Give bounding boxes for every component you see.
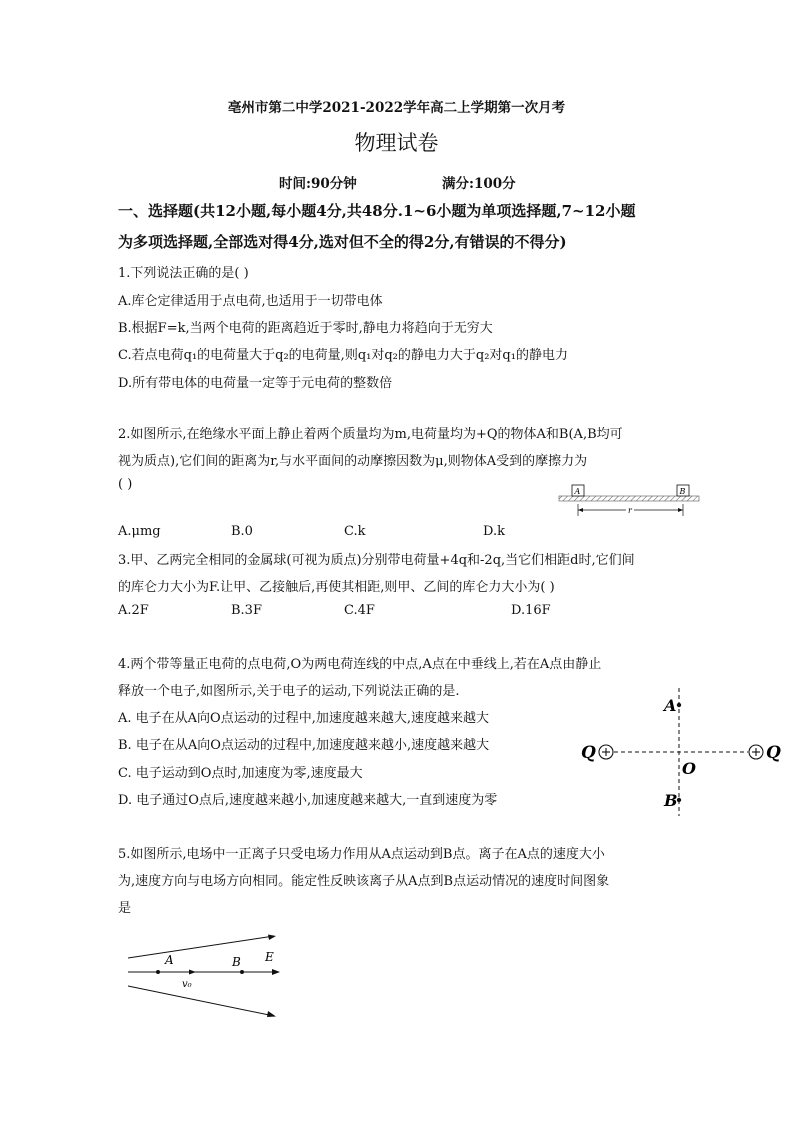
q2-figure-svg xyxy=(555,480,705,520)
section1-line1: 一、选择题(共12小题,每小题4分,共48分.1~6小题为单项选择题,7~12小题 xyxy=(118,202,636,220)
q4-figure-svg xyxy=(578,686,786,818)
exam-score: 满分:100分 xyxy=(442,176,516,192)
q3-option-d: D.16F xyxy=(511,603,551,618)
q2-fig-label-r: r xyxy=(628,506,632,515)
q4-fig-label-q-left: Q xyxy=(581,743,596,763)
q4-figure xyxy=(578,686,786,818)
q2-option-c: C.k xyxy=(344,524,366,539)
school-title: 亳州市第二中学2021-2022学年高二上学期第一次月考 xyxy=(227,100,566,116)
q2-option-d: D.k xyxy=(483,524,505,539)
q4-fig-label-q-right: Q xyxy=(766,743,781,763)
q4-fig-label-o: O xyxy=(682,759,696,778)
q4-line2: 释放一个电子,如图所示,关于电子的运动,下列说法正确的是. xyxy=(118,684,460,699)
q1-option-d: D.所有带电体的电荷量一定等于元电荷的整数倍 xyxy=(118,376,393,391)
q5-figure xyxy=(120,930,285,1022)
q2-option-b: B.0 xyxy=(231,524,253,539)
q2-line3: ( ) xyxy=(118,477,133,492)
q5-fig-label-v0: v₀ xyxy=(182,979,192,990)
q1-option-a: A.库仑定律适用于点电荷,也适用于一切带电体 xyxy=(118,294,383,309)
q4-option-c: C. 电子运动到O点时,加速度为零,速度最大 xyxy=(118,766,363,781)
q2-fig-label-b: B xyxy=(679,487,686,496)
q4-option-d: D. 电子通过O点后,速度越来越小,加速度越来越大,一直到速度为零 xyxy=(118,793,498,808)
q1-option-b: B.根据F=k,当两个电荷的距离趋近于零时,静电力将趋向于无穷大 xyxy=(118,321,493,336)
q3-line1: 3.甲、乙两完全相同的金属球(可视为质点)分别带电荷量+4q和-2q,当它们相距d时,它们间 xyxy=(118,553,635,568)
q4-line1: 4.两个带等量正电荷的点电荷,O为两电荷连线的中点,A点在中垂线上,若在A点由静止 xyxy=(118,657,602,672)
q1-stem: 1.下列说法正确的是( ) xyxy=(118,266,249,281)
q5-line1: 5.如图所示,电场中一正离子只受电场力作用从A点运动到B点。离子在A点的速度大小 xyxy=(118,847,605,862)
q4-option-b: B. 电子在从A向O点运动的过程中,加速度越来越小,速度越来越大 xyxy=(118,738,490,753)
q1-option-c: C.若点电荷q₁的电荷量大于q₂的电荷量,则q₁对q₂的静电力大于q₂对q₁的静电力 xyxy=(118,348,568,363)
q2-fig-label-a: A xyxy=(574,487,581,496)
q2-option-a: A.μmg xyxy=(118,524,161,539)
q3-option-c: C.4F xyxy=(344,603,375,618)
q4-option-a: A. 电子在从A向O点运动的过程中,加速度越来越大,速度越来越大 xyxy=(118,711,489,726)
q2-figure xyxy=(555,480,705,520)
q5-line3: 是 xyxy=(118,901,132,916)
subject-title: 物理试卷 xyxy=(354,131,439,155)
q3-option-a: A.2F xyxy=(118,603,149,618)
q5-figure-svg xyxy=(120,930,285,1022)
q2-line2: 视为质点),它们间的距离为r,与水平面间的动摩擦因数为μ,则物体A受到的摩擦力为 xyxy=(118,454,588,469)
q2-line1: 2.如图所示,在绝缘水平面上静止着两个质量均为m,电荷量均为+Q的物体A和B(A,B均可 xyxy=(118,427,623,442)
q3-line2: 的库仑力大小为F.让甲、乙接触后,再使其相距,则甲、乙间的库仑力大小为( ) xyxy=(118,580,555,595)
q5-fig-label-b: B xyxy=(232,955,241,969)
q5-fig-label-a: A xyxy=(165,953,174,967)
q5-fig-label-e: E xyxy=(265,950,274,964)
exam-time: 时间:90分钟 xyxy=(279,176,357,192)
q5-line2: 为,速度方向与电场方向相同。能定性反映该离子从A点到B点运动情况的速度时间图象 xyxy=(118,874,610,889)
q4-fig-label-a: A xyxy=(664,696,677,715)
q3-option-b: B.3F xyxy=(231,603,262,618)
section1-line2: 为多项选择题,全部选对得4分,选对但不全的得2分,有错误的不得分) xyxy=(118,233,567,251)
q4-fig-label-b: B xyxy=(664,791,678,810)
